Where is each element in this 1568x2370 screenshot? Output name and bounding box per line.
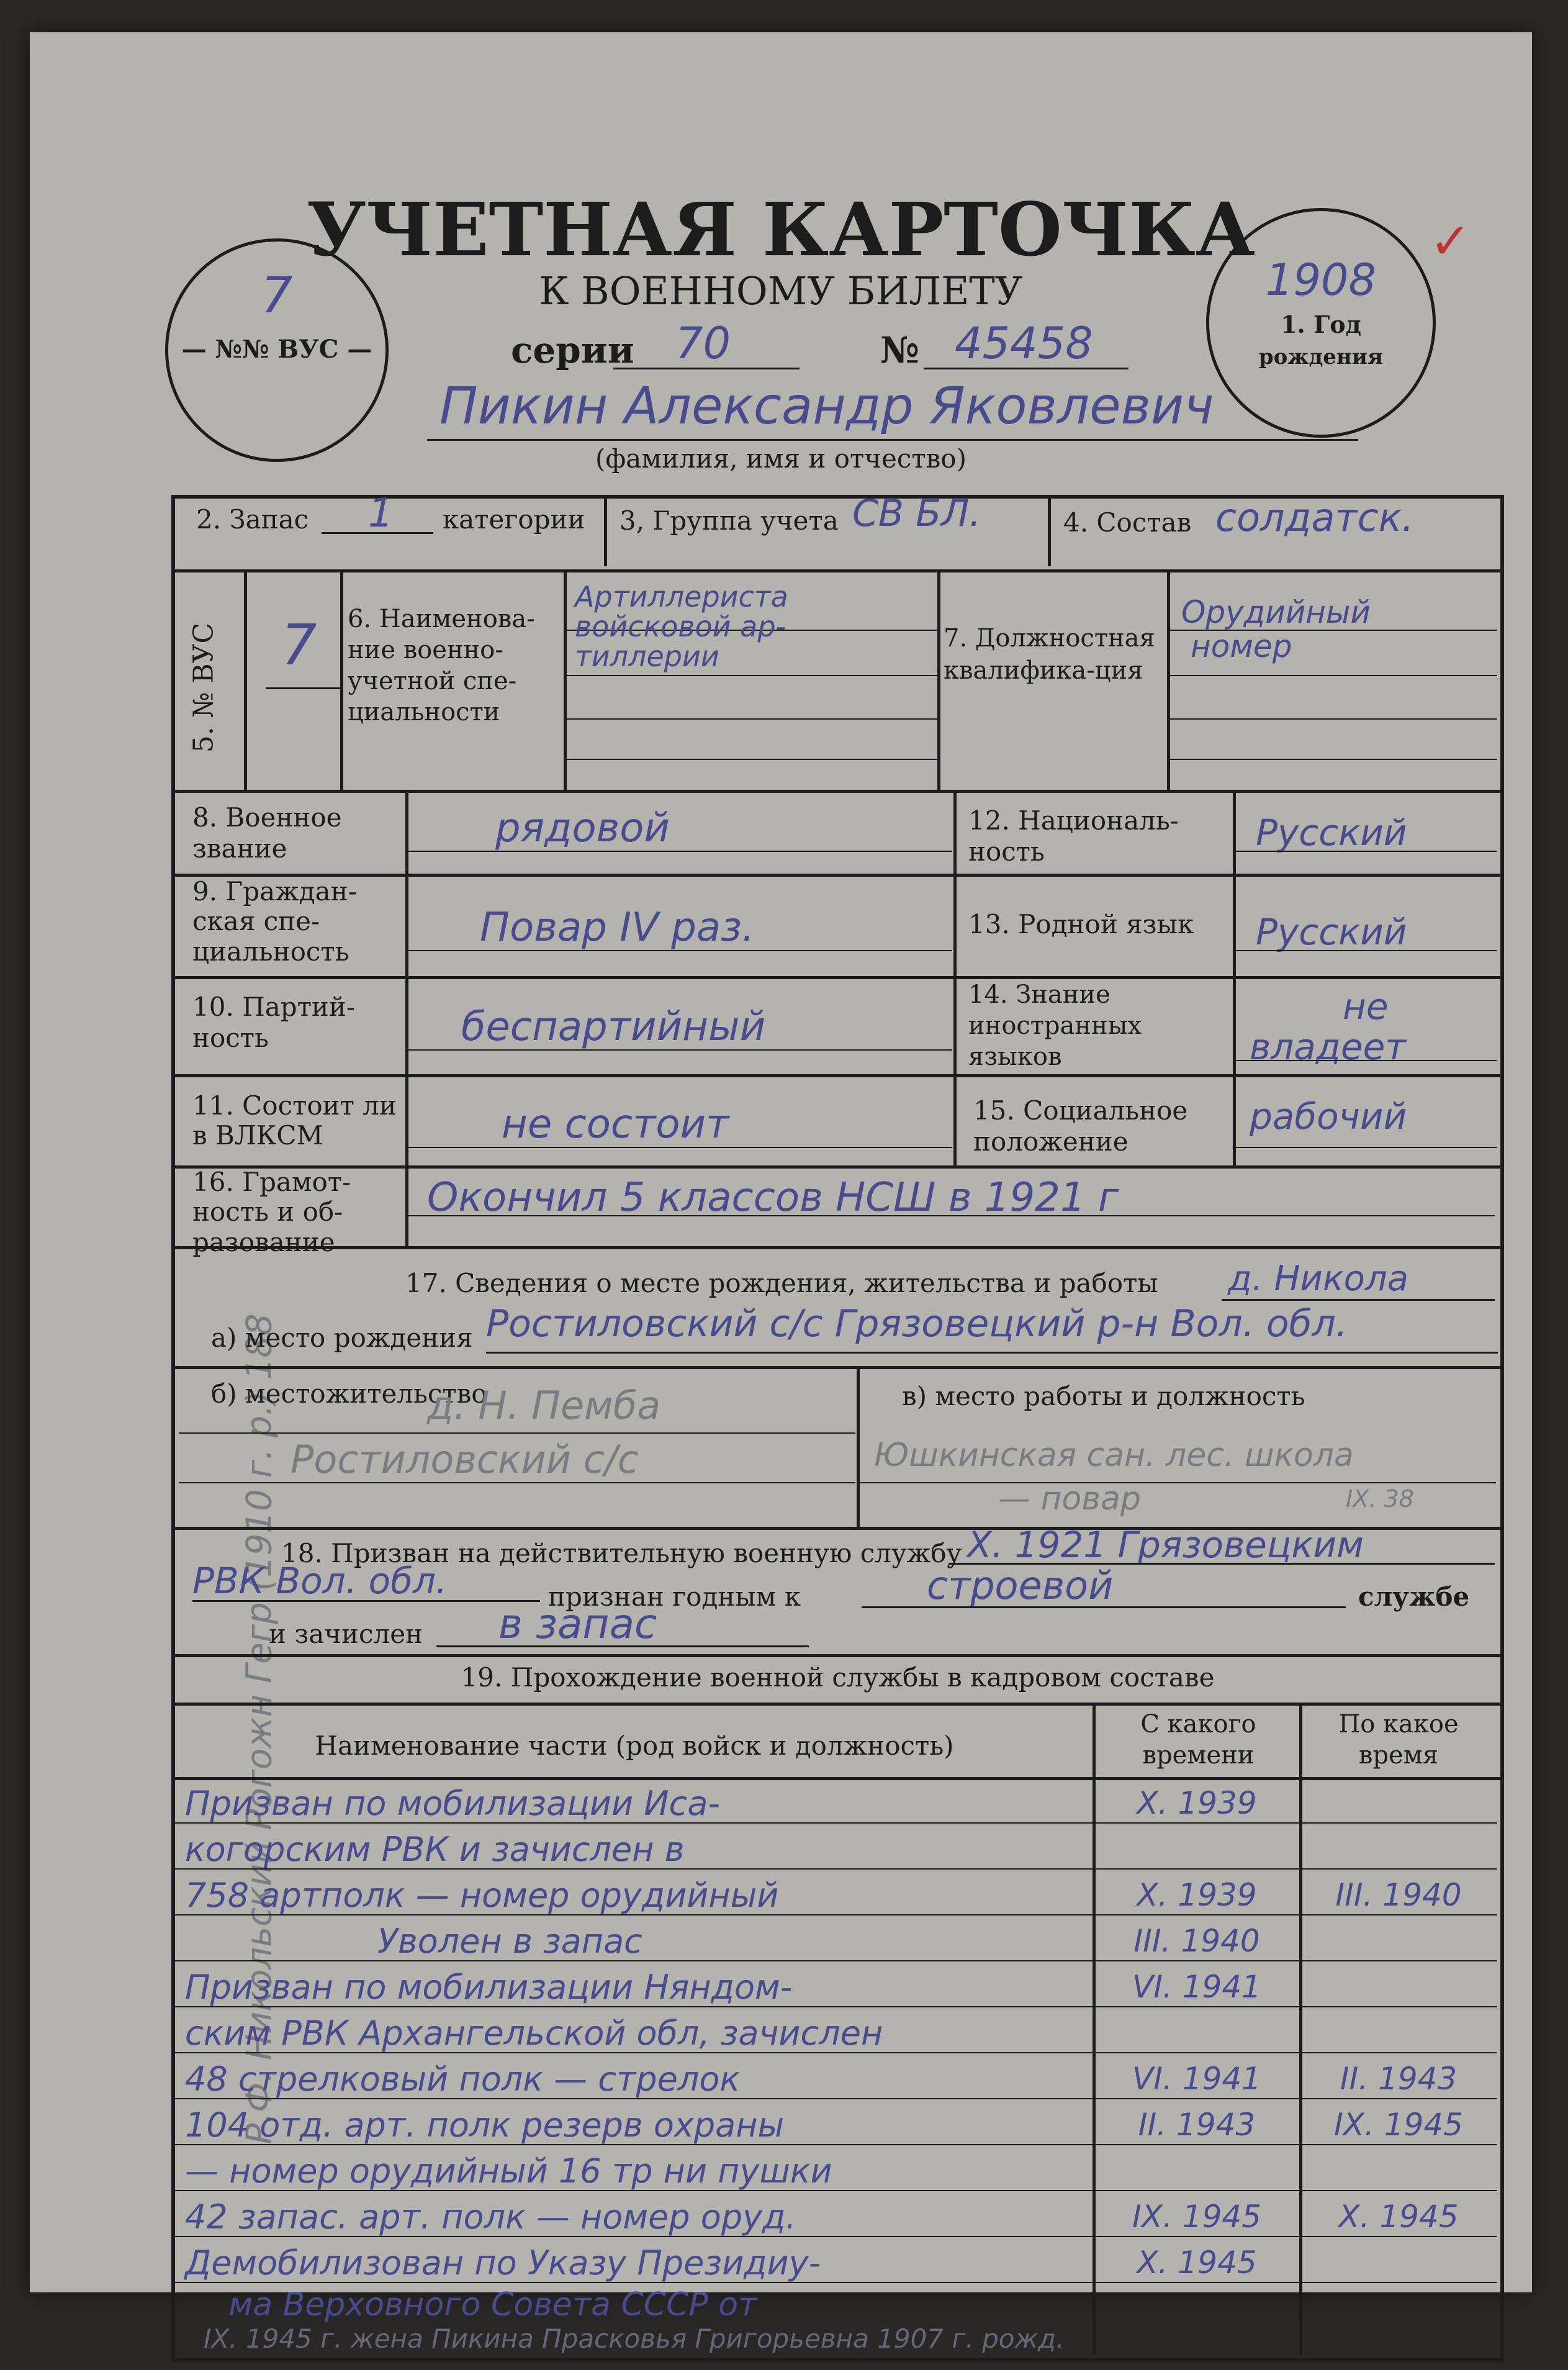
service-row-text: Призван по мобилизации Няндом- [185, 1968, 793, 2007]
divider [405, 793, 408, 1165]
rule [1168, 718, 1497, 720]
service-row-text: Демобилизован по Указу Президиу- [185, 2243, 821, 2282]
rvk-line [192, 1600, 540, 1602]
residence-label: б) местожительство [211, 1378, 487, 1409]
divider [564, 572, 567, 790]
category-label: категории [443, 504, 585, 535]
spec-label: 6. Наименова-ние военно-учетной спе-циальности [348, 605, 535, 726]
residence-value-2: Ростиловский с/с [291, 1437, 639, 1482]
called-value: X. 1921 Грязовецким [967, 1524, 1364, 1566]
service-row-from: VI. 1941 [1132, 2061, 1261, 2097]
service-row-to: X. 1945 [1338, 2199, 1459, 2235]
vus-circle-label: — №№ ВУС — [181, 335, 372, 364]
service-row-text: 42 запас. арт. полк — номер оруд. [185, 2197, 796, 2237]
nationality-label: 12. Националь-ность [968, 805, 1179, 867]
birth-year-label-2: рождения [1258, 345, 1384, 369]
section19-heading: 19. Прохождение военной службы в кадровом составе [461, 1662, 1215, 1693]
service-row-from: X. 1939 [1137, 1877, 1257, 1913]
name-line [427, 439, 1358, 441]
card-title: УЧЕТНАЯ КАРТОЧКА [307, 186, 1255, 273]
divider [1233, 793, 1236, 1165]
birth-year-value: 1908 [1265, 255, 1377, 305]
service-row-to: III. 1940 [1335, 1877, 1462, 1913]
divider [175, 1366, 1500, 1369]
enrolled-value: в запас [498, 1600, 657, 1648]
rule [1236, 1060, 1497, 1061]
birthplace-value: Ростиловский с/с Грязовецкий р-н Вол. обл. [486, 1302, 1348, 1346]
rule [1168, 675, 1497, 676]
card-subtitle: К ВОЕННОМУ БИЛЕТУ [539, 268, 1023, 314]
service-row-text: ским РВК Архангельской обл, зачислен [185, 2014, 883, 2053]
civil-label: 9. Граждан-ская спе-циальность [192, 876, 357, 967]
divider [953, 793, 957, 1165]
called-label: 18. Призван на действительную военную службу [281, 1538, 962, 1568]
divider [175, 790, 1500, 793]
fit-label: признан годным к [548, 1581, 801, 1612]
service-row-from: II. 1943 [1138, 2107, 1256, 2143]
rule [1236, 950, 1497, 951]
vus-label: 5. № ВУС [187, 622, 220, 753]
divider [340, 572, 343, 790]
divider [175, 1246, 1500, 1249]
rvk-value: РВК Вол. обл. [192, 1560, 448, 1602]
service-row-from: III. 1940 [1133, 1923, 1260, 1959]
residence-value-1: д. Н. Пемба [427, 1383, 661, 1428]
service-row-text: Уволен в запас [377, 1922, 642, 1961]
number-value: 45458 [955, 318, 1093, 369]
nationality-value: Русский [1256, 812, 1407, 854]
series-label: серии [511, 329, 634, 371]
social-value: рабочий [1250, 1095, 1407, 1138]
divider [175, 569, 1500, 572]
service-row-text: 48 стрелковый полк — стрелок [185, 2060, 741, 2099]
service-row-text: 104 отд. арт. полк резерв охраны [185, 2105, 785, 2145]
party-label: 10. Партий-ность [192, 992, 356, 1054]
divider [1299, 1706, 1302, 2354]
rule [1168, 759, 1497, 760]
full-name-value: Пикин Александр Яковлевич [439, 377, 1214, 436]
service-row-to: II. 1943 [1340, 2061, 1458, 2097]
work-value-1: Юшкинская сан. лес. школа [874, 1437, 1354, 1474]
divider [1167, 572, 1170, 790]
zapas-label: 2. Запас [196, 504, 309, 535]
qual-value-2: номер [1191, 628, 1292, 664]
vlksm-value: не состоит [502, 1101, 729, 1147]
rule [860, 1482, 1496, 1483]
group-value: СВ БЛ. [852, 492, 981, 535]
service-overflow-2: IX. 1945 г. жена Пикина Прасковья Григорьевна 1907 г. рожд. [204, 2323, 1065, 2354]
rule [565, 718, 937, 720]
divider [405, 1165, 408, 1246]
rule [179, 1482, 855, 1483]
service-row-text: Призван по мобилизации Иса- [185, 1784, 720, 1823]
spec-value-1: Артиллериста [575, 580, 788, 613]
language-value: Русский [1256, 911, 1407, 953]
divider [604, 498, 607, 566]
vus-value: 7 [281, 613, 317, 678]
rule [408, 950, 952, 951]
divider [175, 1654, 1500, 1657]
rule [408, 1215, 1495, 1216]
birthplace-label: а) место рождения [211, 1323, 473, 1353]
service-row-from: X. 1945 [1137, 2245, 1257, 2281]
party-value: беспартийный [461, 1004, 766, 1050]
enrolled-line [436, 1645, 809, 1647]
foreign-label: 14. Знание иностранных языков [968, 980, 1142, 1071]
rule [565, 759, 937, 760]
foreign-value-1: не [1343, 985, 1389, 1028]
section17-heading: 17. Сведения о месте рождения, жительства и работы [405, 1268, 1158, 1298]
work-label: в) место работы и должность [902, 1381, 1305, 1411]
spec-value-2: войсковой ар- [575, 610, 786, 643]
service-row-text: 758 артполк — номер орудийный [185, 1876, 779, 1915]
service-row-text: когорским РВК и зачислен в [185, 1830, 685, 1869]
language-label: 13. Родной язык [968, 909, 1194, 939]
work-value-3: IX. 38 [1346, 1485, 1414, 1513]
rule [1236, 1147, 1497, 1148]
service-row-text: — номер орудийный 16 тр ни пушки [185, 2151, 832, 2191]
foreign-value-2: владеет [1250, 1026, 1407, 1068]
service-row-from: X. 1939 [1137, 1785, 1257, 1821]
civil-value: Повар IV раз. [480, 905, 755, 951]
zapas-value: 1 [368, 491, 394, 536]
rule [408, 1049, 952, 1051]
divider [1048, 498, 1051, 566]
series-value: 70 [675, 318, 731, 369]
fit-value: строевой [927, 1563, 1114, 1608]
enrolled-label: и зачислен [269, 1619, 423, 1649]
service-row-from: VI. 1941 [1132, 1969, 1261, 2005]
service-label: службе [1358, 1581, 1470, 1612]
edu-value: Окончил 5 классов НСШ в 1921 г [427, 1175, 1119, 1221]
rule [1236, 851, 1497, 852]
birth-year-label-1: 1. Год [1281, 310, 1361, 338]
rule [179, 1432, 855, 1434]
divider [175, 1074, 1500, 1077]
divider [175, 976, 1500, 979]
qual-label: 7. Должностная квалифика-ция [944, 624, 1155, 685]
section17-heading-value: д. Никола [1228, 1259, 1409, 1299]
col-header-unit: Наименование части (род войск и должность) [315, 1730, 954, 1761]
spec-value-3: тиллерии [575, 640, 719, 673]
edu-label: 16. Грамот-ность и об-разование [192, 1167, 351, 1257]
rank-label: 8. Военное звание [192, 802, 342, 864]
margin-note: Р.Ф. Никольский Рогожн Гегр (1910 г. р.) 188 [239, 1313, 280, 2145]
social-label: 15. Социальное положение [973, 1095, 1188, 1157]
rule [408, 851, 952, 852]
full-name-caption: (фамилия, имя и отчество) [595, 443, 966, 474]
table-row-rule [175, 1960, 1497, 1961]
service-row-from: IX. 1945 [1132, 2199, 1262, 2235]
vus-circle-value: 7 [261, 266, 293, 324]
divider [857, 1368, 860, 1527]
section17-heading-line [1222, 1299, 1495, 1301]
qual-value-1: Орудийный [1181, 594, 1371, 630]
check-mark-icon: ✓ [1430, 212, 1472, 270]
col-header-to: По какое время [1338, 1710, 1459, 1770]
service-row-to: IX. 1945 [1333, 2107, 1464, 2143]
rule [565, 675, 937, 676]
sostav-value: солдатск. [1215, 495, 1414, 540]
rule [408, 1147, 952, 1148]
vlksm-label: 11. Состоит ли в ВЛКСМ [192, 1090, 397, 1151]
birthplace-line [486, 1352, 1498, 1354]
fit-line [862, 1606, 1346, 1608]
vus-value-line [266, 687, 340, 689]
number-label: № [880, 329, 920, 371]
rank-value: рядовой [495, 805, 670, 851]
divider [937, 572, 940, 790]
sostav-label: 4. Состав [1063, 507, 1192, 538]
divider [244, 572, 247, 790]
record-card [30, 32, 1532, 2354]
service-overflow-1: ма Верховного Совета СССР от [228, 2286, 757, 2323]
col-header-from: С какого времени [1140, 1710, 1256, 1770]
group-label: 3, Группа учета [620, 505, 839, 536]
work-value-2: — повар [998, 1480, 1141, 1517]
